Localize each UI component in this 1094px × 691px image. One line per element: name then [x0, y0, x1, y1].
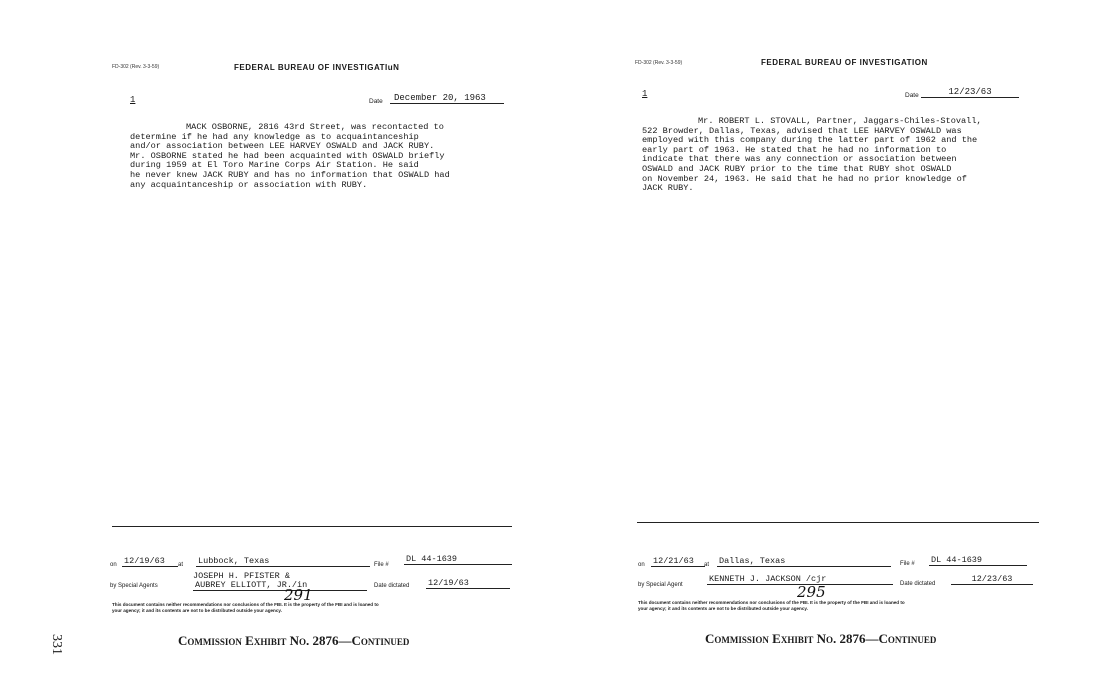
on-label: on: [638, 562, 645, 568]
footer-rule: [112, 526, 512, 527]
date-label: Date: [905, 92, 919, 99]
bureau-heading: FEDERAL BUREAU OF INVESTIGATIuN: [234, 63, 400, 72]
page-mark: 1: [130, 95, 136, 105]
footer-rule: [637, 522, 1039, 523]
form-number: FD-302 (Rev. 3-3-59): [112, 64, 160, 70]
interview-date: 12/19/63: [122, 556, 178, 567]
agent-label: by Special Agent: [638, 582, 683, 588]
agent-name-line1: KENNETH J. JACKSON /cjr: [707, 574, 893, 585]
form-number: FD-302 (Rev. 3-3-59): [635, 60, 683, 66]
dictated-date: 12/19/63: [426, 578, 510, 589]
file-number: DL 44-1639: [404, 554, 512, 565]
statement-body: MACK OSBORNE, 2816 43rd Street, was recontacted to determine if he had any knowledge as to acquaintanceship and/or association between LEE HARVEY OSWALD and JACK RUBY. Mr. OSBORNE stated he had been acquainted with OSWALD briefly during 1959 at El Toro Marine Corps Air Station. He said he never knew JACK RUBY and has no information that OSWALD had any acquaintanceship or association with RUBY.: [130, 122, 450, 190]
handwritten-number: 295: [797, 583, 826, 601]
date-value: 12/23/63: [921, 87, 1019, 98]
agent-name-line1: JOSEPH H. PFISTER &: [193, 571, 290, 581]
date-label: Date: [369, 98, 383, 105]
file-label: File #: [374, 562, 389, 568]
page-mark: 1: [642, 89, 648, 99]
exhibit-caption: Commission Exhibit No. 2876—Continued: [178, 633, 410, 648]
date-value: December 20, 1963: [390, 93, 504, 104]
at-label: at: [704, 562, 710, 568]
agent-label: by Special Agents: [110, 583, 158, 589]
dictated-label: Date dictated: [374, 583, 410, 589]
bureau-heading: FEDERAL BUREAU OF INVESTIGATION: [761, 58, 928, 67]
file-number: DL 44-1639: [929, 555, 1027, 566]
page-number: 331: [49, 634, 64, 655]
agent-name-line2: AUBREY ELLIOTT, JR./in: [193, 580, 367, 591]
interview-place: Dallas, Texas: [717, 556, 891, 567]
exhibit-caption: Commission Exhibit No. 2876—Continued: [705, 631, 937, 646]
file-label: File #: [900, 561, 915, 567]
dictated-label: Date dictated: [900, 581, 936, 587]
interview-date: 12/21/63: [651, 556, 705, 567]
on-label: on: [110, 562, 117, 568]
interview-place: Lubbock, Texas: [196, 556, 370, 567]
right-document: [547, 0, 1094, 691]
at-label: at: [178, 562, 184, 568]
handwritten-number: 291: [284, 586, 313, 604]
dictated-date: 12/23/63: [951, 574, 1033, 585]
statement-body: Mr. ROBERT L. STOVALL, Partner, Jaggars-Chiles-Stovall, 522 Browder, Dallas, Texas, advised that LEE HARVEY OSWALD was employed with this company during the latter part of 1962 and the early part of 1963. He stated that he had no information to indicate that there was any connection or association between OSWALD and JACK RUBY prior to the time that RUBY shot OSWALD on November 24, 1963. He said that he had no prior knowledge of JACK RUBY.: [642, 116, 982, 194]
disclaimer: This document contains neither recommendations nor conclusions of the FBI. It is the property of the FBI and is loaned to your agency; it and its contents are not to be distributed outside your agency.: [638, 600, 905, 611]
disclaimer: This document contains neither recommendations nor conclusions of the FBI. It is the property of the FBI and is loaned to your agency; it and its contents are not to be distributed outside your agency.: [112, 602, 379, 613]
